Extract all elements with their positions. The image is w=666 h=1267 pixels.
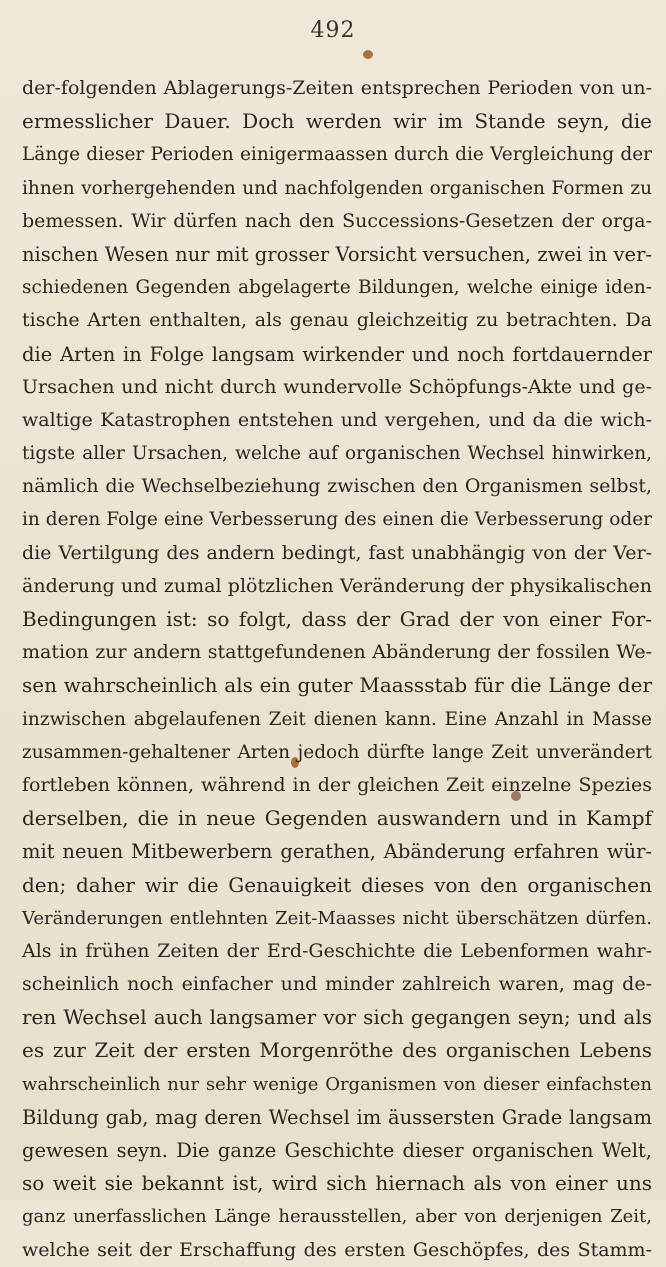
text-line: so weit sie bekannt ist, wird sich hiernach als von einer uns [22, 1171, 652, 1196]
text-line: ren Wechsel auch langsamer vor sich gegangen seyn; und als [22, 1005, 652, 1030]
text-line: Bedingungen ist: so folgt, dass der Grad der von einer For- [22, 607, 652, 631]
text-line: Veränderungen entlehnten Zeit-Maasses nicht überschätzen dürfen. [22, 907, 652, 929]
text-line: welche seit der Erschaffung des ersten Geschöpfes, des Stamm- [22, 1238, 652, 1261]
text-line: den; daher wir die Genauigkeit dieses von den organischen [22, 872, 652, 897]
text-line: inzwischen abgelaufenen Zeit dienen kann. Eine Anzahl in Masse [22, 708, 652, 730]
text-line: die Vertilgung des andern bedingt, fast unabhängig von der Ver- [22, 541, 652, 564]
text-line: Bildung gab, mag deren Wechsel im äussersten Grade langsam [22, 1105, 652, 1129]
text-line: nämlich die Wechselbeziehung zwischen den Organismen selbst, [22, 475, 652, 498]
text-line: Ursachen und nicht durch wundervolle Schöpfungs-Akte und ge- [22, 375, 652, 398]
text-line: zusammen-gehaltener Arten jedoch dürfte lange Zeit unverändert [22, 741, 652, 763]
text-line: die Arten in Folge langsam wirkender und noch fortdauernder [22, 342, 652, 366]
body-text [22, 72, 652, 1267]
text-line: mit neuen Mitbewerbern gerathen, Abänderung erfahren wür- [22, 840, 652, 864]
text-line: schiedenen Gegenden abgelagerte Bildungen, welche einige iden- [22, 277, 652, 299]
text-line: es zur Zeit der ersten Morgenröthe des organischen Lebens [22, 1038, 652, 1063]
text-line: derselben, die in neue Gegenden auswandern und in Kampf [22, 806, 652, 831]
text-line: gewesen seyn. Die ganze Geschichte dieser organischen Welt, [22, 1139, 652, 1162]
text-line: änderung und zumal plötzlichen Veränderung der physikalischen [22, 574, 652, 597]
text-line: waltige Katastrophen entstehen und vergehen, und da die wich- [22, 408, 652, 431]
text-line: bemessen. Wir dürfen nach den Successions-Gesetzen der orga- [22, 209, 652, 232]
text-line: ermesslicher Dauer. Doch werden wir im Stande seyn, die [22, 109, 652, 134]
text-line: ganz unerfasslichen Länge herausstellen, aber von derjenigen Zeit, [22, 1206, 652, 1228]
text-line: fortleben können, während in der gleichen Zeit einzelne Spezies [22, 773, 652, 796]
text-line: ihnen vorhergehenden und nachfolgenden organischen Formen zu [22, 177, 652, 199]
text-line: nischen Wesen nur mit grosser Vorsicht versuchen, zwei in ver- [22, 242, 652, 266]
text-line: scheinlich noch einfacher und minder zahlreich waren, mag de- [22, 973, 652, 996]
text-line: in deren Folge eine Verbesserung des einen die Verbesserung oder [22, 509, 652, 531]
ink-stain [363, 50, 373, 59]
page-number: 492 [310, 18, 356, 43]
text-line: sen wahrscheinlich als ein guter Maassstab für die Länge der [22, 673, 652, 698]
text-line: der-folgenden Ablagerungs-Zeiten entsprechen Perioden von un- [22, 77, 652, 99]
text-line: mation zur andern stattgefundenen Abänderung der fossilen We- [22, 641, 652, 664]
text-line: wahrscheinlich nur sehr wenige Organismen von dieser einfachsten [22, 1073, 652, 1095]
text-line: Länge dieser Perioden einigermaassen durch die Vergleichung der [22, 144, 652, 166]
text-line: tigste aller Ursachen, welche auf organischen Wechsel hinwirken, [22, 443, 652, 465]
text-line: tische Arten enthalten, als genau gleichzeitig zu betrachten. Da [22, 309, 652, 332]
text-line: Als in frühen Zeiten der Erd-Geschichte die Lebenformen wahr- [22, 939, 652, 962]
